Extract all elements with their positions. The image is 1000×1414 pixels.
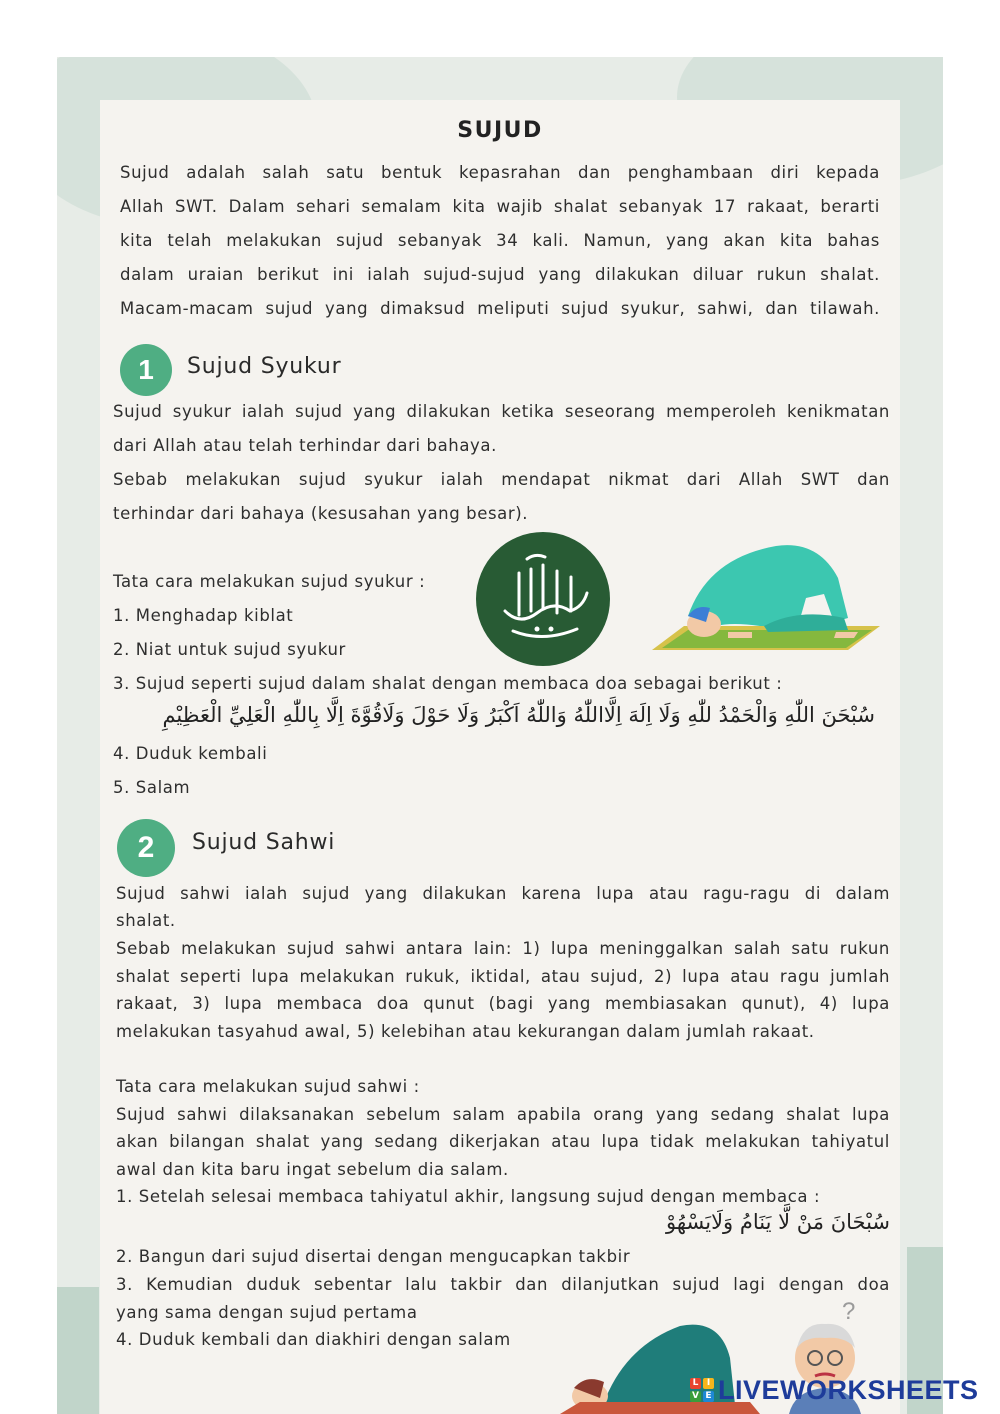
step-item: yang sama dengan sujud pertama: [116, 1303, 418, 1322]
section2-line: rakaat, 3) lupa membaca doa qunut (bagi yang membiasakan qunut), 4) lupa: [116, 994, 890, 1013]
liveworksheets-brand-text: LIVEWORKSHEETS: [718, 1374, 979, 1405]
step-item: 2. Bangun dari sujud disertai dengan mengucapkan takbir: [116, 1247, 631, 1266]
badge-letter: E: [703, 1391, 714, 1402]
section-heading: Sujud Sahwi: [192, 830, 336, 855]
badge-letter: L: [690, 1378, 701, 1389]
steps-title: Tata cara melakukan sujud sahwi :: [116, 1077, 420, 1096]
liveworksheets-badge-icon: [690, 1378, 714, 1402]
section1-line: terhindar dari bahaya (kesusahan yang besar).: [113, 504, 529, 523]
liveworksheets-logo[interactable]: [690, 1374, 979, 1406]
background-stripe: [57, 1287, 99, 1414]
section2-line: shalat seperti lupa melakukan rukuk, iktidal, atau sujud, 2) lupa atau ragu jumlah: [116, 967, 890, 986]
intro-line: kita telah melakukan sujud sebanyak 34 kali. Namun, yang akan kita bahas: [120, 231, 880, 250]
intro-line: Sujud adalah salah satu bentuk kepasrahan dan penghambaan diri kepada: [120, 163, 880, 182]
section-heading: Sujud Syukur: [187, 354, 342, 379]
step-item: 5. Salam: [113, 778, 191, 797]
alhamdulillah-calligraphy-icon: [475, 531, 611, 667]
step-item: 3. Kemudian duduk sebentar lalu takbir dan dilanjutkan sujud lagi dengan doa: [116, 1275, 890, 1294]
badge-letter: V: [690, 1391, 701, 1402]
steps-title: Tata cara melakukan sujud syukur :: [113, 572, 426, 591]
step-item: 4. Duduk kembali: [113, 744, 268, 763]
step-item: 2. Niat untuk sujud syukur: [113, 640, 346, 659]
section2-line: shalat.: [116, 911, 176, 930]
page-title: SUJUD: [457, 118, 543, 143]
section2-line: melakukan tasyahud awal, 5) kelebihan atau kekurangan dalam jumlah rakaat.: [116, 1022, 815, 1041]
intro-line: Allah SWT. Dalam sehari semalam kita wajib shalat sebanyak 17 rakaat, berarti: [120, 197, 880, 216]
section1-line: Sujud syukur ialah sujud yang dilakukan ketika seseorang memperoleh kenikmatan: [113, 402, 890, 421]
section2-line: awal dan kita baru ingat sebelum dia salam.: [116, 1160, 509, 1179]
section2-line: Sujud sahwi dilaksanakan sebelum salam apabila orang yang sedang shalat lupa: [116, 1105, 890, 1124]
section2-line: Sujud sahwi ialah sujud yang dilakukan karena lupa atau ragu-ragu di dalam: [116, 884, 890, 903]
section-number-badge: 2: [117, 819, 175, 877]
section1-line: dari Allah atau telah terhindar dari bahaya.: [113, 436, 497, 455]
section1-line: Sebab melakukan sujud syukur ialah mendapat nikmat dari Allah SWT dan: [113, 470, 890, 489]
step-item: 4. Duduk kembali dan diakhiri dengan salam: [116, 1330, 511, 1349]
question-mark-label: ?: [842, 1298, 856, 1325]
intro-line: Macam-macam sujud yang dimaksud meliputi sujud syukur, sahwi, dan tilawah.: [120, 299, 880, 318]
step-item: 1. Setelah selesai membaca tahiyatul akhir, langsung sujud dengan membaca :: [116, 1187, 821, 1206]
step-item: 3. Sujud seperti sujud dalam shalat dengan membaca doa sebagai berikut :: [113, 674, 783, 693]
section2-line: Sebab melakukan sujud sahwi antara lain: 1) lupa meninggalkan salah satu rukun: [116, 939, 890, 958]
prostrating-man-illustration: [648, 538, 884, 658]
doa-sujud-syukur: سُبْحَنَ اللّٰهِ وَالْحَمْدُ للّٰهِ وَلَا اِلَهَ اِلَّااللّٰهُ وَاللّٰهُ اَكْبَرُ وَلَا حَوْلَ وَلَاقُوَّةَ اِلَّا بِاللّٰهِ الْعَلِيِّ الْعَظِيْمِ: [162, 703, 875, 727]
intro-line: dalam uraian berikut ini ialah sujud-sujud yang dilakukan diluar rukun shalat.: [120, 265, 880, 284]
doa-sujud-sahwi: سُبْحَانَ مَنْ لَّا يَنَامُ وَلَايَسْهُوْ: [665, 1210, 890, 1234]
section2-line: akan bilangan shalat yang sedang dikerjakan atau lupa tidak melakukan tahiyatul: [116, 1132, 890, 1151]
section-number-badge: 1: [120, 344, 172, 396]
badge-letter: I: [703, 1378, 714, 1389]
step-item: 1. Menghadap kiblat: [113, 606, 294, 625]
